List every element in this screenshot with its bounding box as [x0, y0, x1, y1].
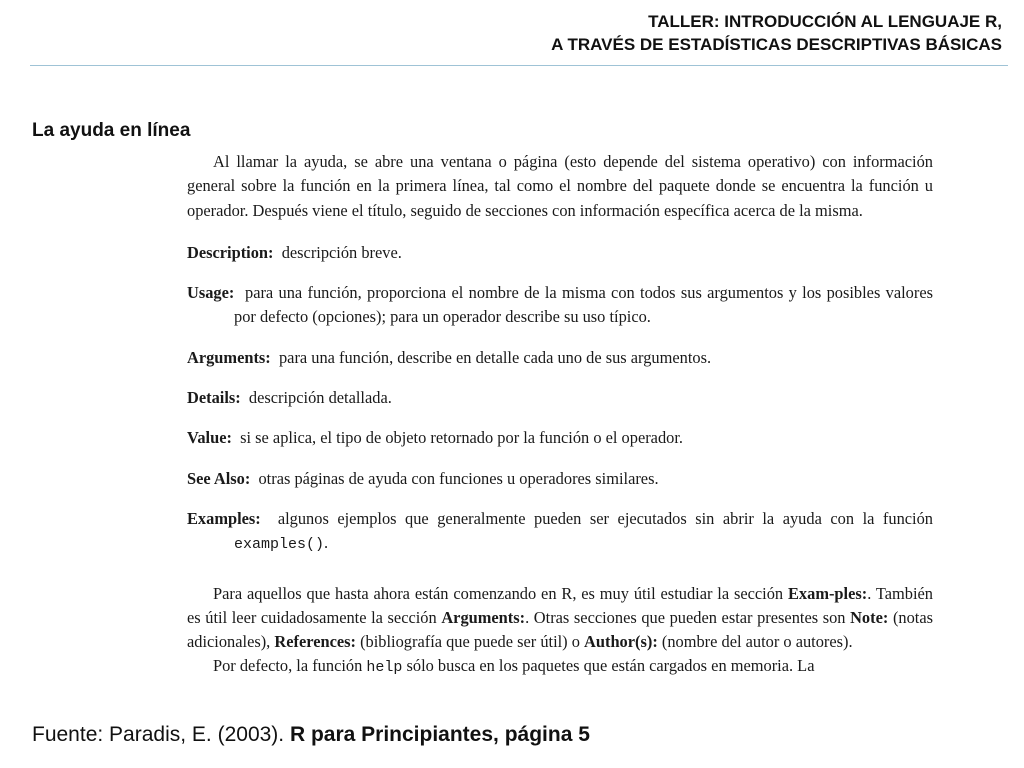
entry-see-also	[187, 467, 933, 491]
entry-text: descripción detallada.	[248, 388, 392, 408]
para-text: Por defecto, la función	[213, 656, 367, 676]
entry-examples	[187, 507, 933, 558]
entry-description	[187, 241, 933, 265]
section-title: La ayuda en línea	[32, 120, 191, 141]
code-help: help	[366, 659, 403, 677]
help-default-paragraph	[187, 654, 933, 680]
entry-text: para una función, describe en detalle cada uno de sus argumentos.	[278, 347, 712, 367]
para-bold: Arguments:	[441, 607, 526, 627]
source-prefix: Fuente: Paradis, E. (2003).	[32, 723, 290, 746]
entry-tail: .	[324, 533, 329, 553]
para-text: (bibliografía que puede ser útil) o	[356, 632, 585, 652]
entry-term: Value:	[187, 428, 232, 448]
entry-text: otras páginas de ayuda con funciones u operadores similares.	[258, 468, 659, 488]
entry-value	[187, 426, 933, 450]
entry-term: Details:	[187, 388, 241, 408]
entry-term: Examples:	[187, 508, 261, 528]
code-examples: examples()	[234, 536, 325, 554]
source-title: R para Principiantes, página 5	[289, 723, 590, 746]
entry-text: descripción breve.	[281, 242, 402, 262]
intro-paragraph: Al llamar la ayuda, se abre una ventana o página (esto depende del sistema operativo) con información general sobre la función en la primera línea, tal como el nombre del paquete donde se encuentra la función u operador. Después viene el título, seguido de secciones con información específica acerca de la misma.	[187, 152, 933, 220]
header-line-2: A TRAVÉS DE ESTADÍSTICAS DESCRIPTIVAS BÁSICAS	[551, 35, 1002, 54]
book-excerpt	[187, 150, 933, 681]
source-citation	[32, 723, 590, 747]
entry-text: si se aplica, el tipo de objeto retornado por la función o el operador.	[240, 428, 683, 448]
para-text: . También es útil leer cuidadosamente la sección	[187, 583, 933, 627]
entry-usage	[187, 281, 933, 330]
para-bold: Note:	[850, 607, 889, 627]
para-bold: References:	[274, 632, 356, 652]
notes-paragraph	[187, 582, 933, 655]
entry-term: Arguments:	[187, 347, 271, 367]
para-text: (notas adicionales),	[187, 607, 933, 652]
entry-term: Description:	[187, 242, 274, 262]
para-bold: Exam-ples:	[788, 583, 868, 603]
para-bold: Author(s):	[584, 632, 658, 652]
entry-text: algunos ejemplos que generalmente pueden ser ejecutados sin abrir la ayuda con la función	[277, 508, 933, 528]
para-text: sólo busca en los paquetes que están cargados en memoria. La	[402, 656, 815, 676]
entry-text: para una función, proporciona el nombre de la misma con todos sus argumentos y los posibles valores por defecto (opciones); para un operador describe su uso típico.	[234, 283, 933, 327]
header	[551, 10, 1002, 56]
help-sections-list	[187, 241, 933, 558]
para-text: (nombre del autor o autores).	[657, 632, 853, 652]
para-text: . Otras secciones que pueden estar presentes son	[525, 607, 851, 627]
para-text: Para aquellos que hasta ahora están comenzando en R, es muy útil estudiar la sección	[213, 583, 788, 603]
header-line-1: TALLER: INTRODUCCIÓN AL LENGUAJE R,	[648, 12, 1002, 31]
entry-arguments	[187, 346, 933, 370]
entry-details	[187, 386, 933, 410]
entry-term: See Also:	[187, 468, 251, 488]
header-divider	[30, 65, 1008, 66]
entry-term: Usage:	[187, 283, 235, 303]
